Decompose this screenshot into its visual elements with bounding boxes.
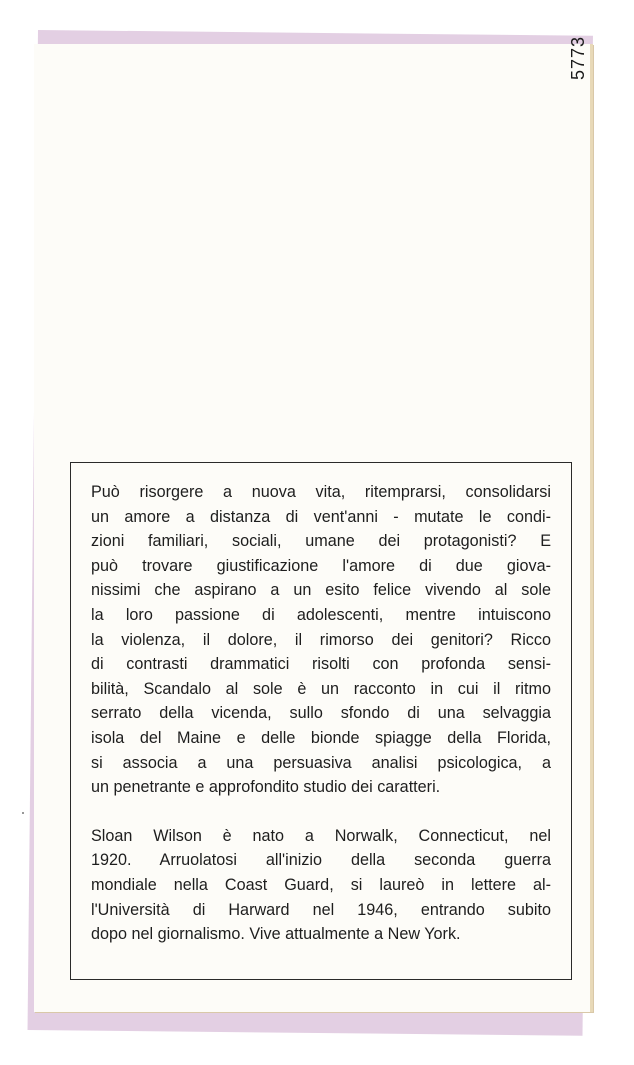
text-line: 1920. Arruolatosi all'inizio della seconda guerra — [91, 851, 551, 870]
text-line: un amore a distanza di vent'anni - mutate le condi- — [91, 507, 551, 526]
catalog-number — [568, 35, 589, 124]
text-line: di contrasti drammatici risolti con profonda sensi- — [91, 655, 551, 674]
text-line: zioni familiari, sociali, umane dei protagonisti? E — [91, 532, 551, 551]
catalog-number-text: 5773 — [568, 35, 588, 80]
text-line: si associa a una persuasiva analisi psicologica, a — [91, 753, 551, 772]
text-line: Sloan Wilson è nato a Norwalk, Connecticut, nel — [91, 826, 551, 845]
text-line: isola del Maine e delle bionde spiagge della Florida, — [91, 728, 551, 747]
text-line: Può risorgere a nuova vita, ritemprarsi, consolidarsi — [91, 483, 551, 501]
dust-speck — [22, 812, 24, 814]
text-line: dopo nel giornalismo. Vive attualmente a New York. — [91, 925, 461, 944]
book-back-cover — [34, 35, 593, 1012]
text-line: può trovare giustificazione l'amore di due giova- — [91, 556, 551, 575]
text-line: nissimi che aspirano a un esito felice vivendo al sole — [91, 581, 551, 600]
text-line: la loro passione di adolescenti, mentre intuiscono — [91, 605, 551, 624]
blurb-box — [70, 462, 572, 980]
blurb-paragraph-synopsis — [91, 480, 551, 800]
paragraph-gap — [91, 800, 551, 824]
text-line: l'Università di Harward nel 1946, entrando subito — [91, 900, 551, 919]
text-line: un penetrante e approfondito studio dei caratteri. — [91, 778, 441, 797]
text-line: la violenza, il dolore, il rimorso dei genitori? Ricco — [91, 630, 551, 649]
text-line: mondiale nella Coast Guard, si laureò in lettere al- — [91, 875, 551, 894]
text-line: serrato della vicenda, sullo sfondo di una selvaggia — [91, 704, 551, 723]
blurb-paragraph-author-bio — [91, 824, 551, 947]
text-line: bilità, Scandalo al sole è un racconto in cui il ritmo — [91, 679, 551, 698]
